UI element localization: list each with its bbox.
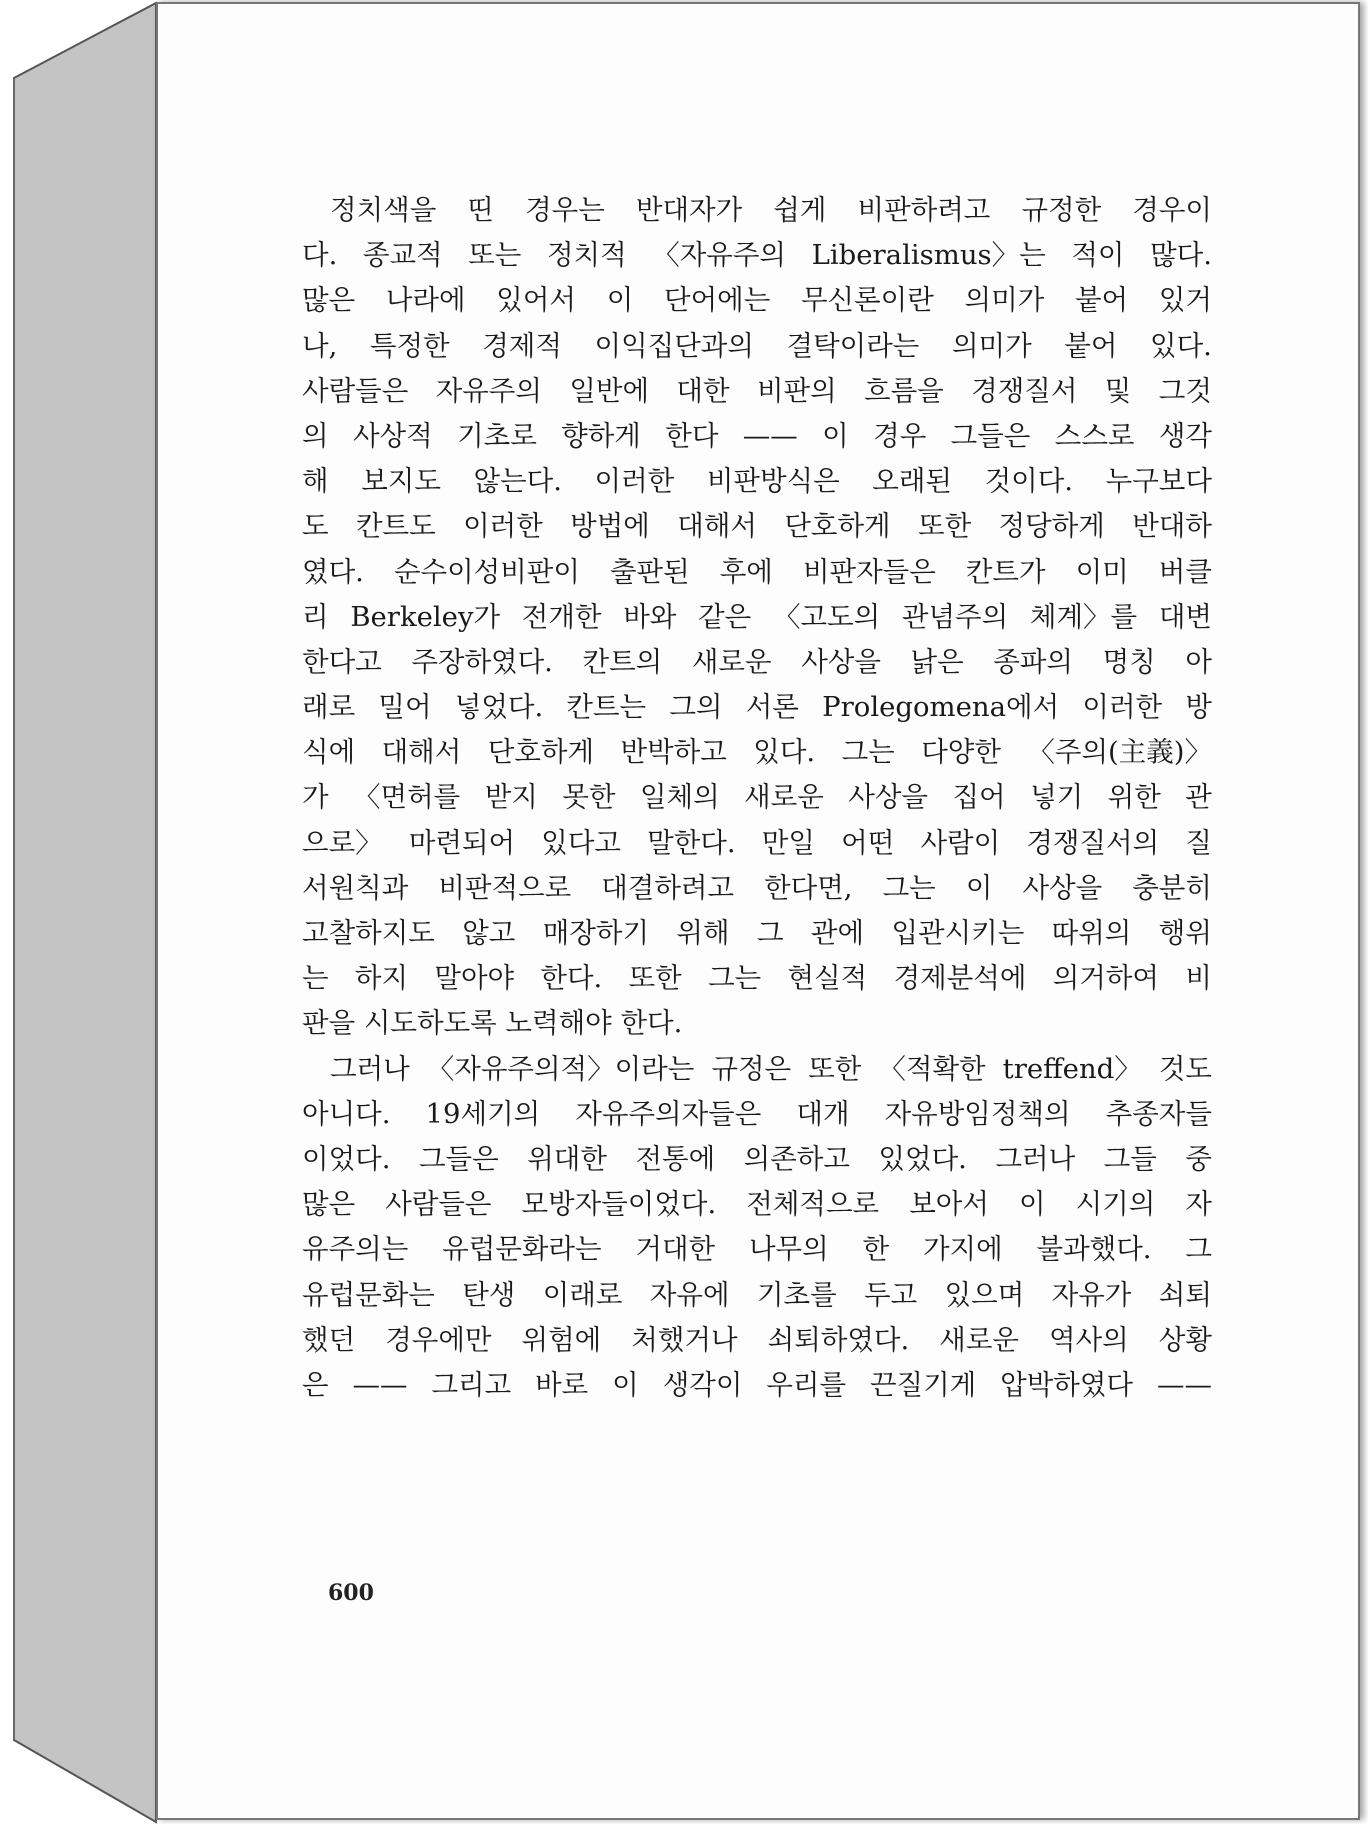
text-line: 리 Berkeley가 전개한 바와 같은 〈고도의 관념주의 체계〉를 대변 bbox=[302, 600, 1212, 633]
text-line: 는 하지 말아야 한다. 또한 그는 현실적 경제분석에 의거하여 비 bbox=[302, 962, 1212, 995]
text-line: 아니다. 19세기의 자유주의자들은 대개 자유방임정책의 추종자들 bbox=[302, 1097, 1212, 1130]
text-line: 한다고 주장하였다. 칸트의 새로운 사상을 낡은 종파의 명칭 아 bbox=[302, 645, 1212, 678]
text-line: 식에 대해서 단호하게 반박하고 있다. 그는 다양한 〈주의(主義)〉 bbox=[302, 736, 1212, 769]
text-line: 의 사상적 기초로 향하게 한다 —— 이 경우 그들은 스스로 생각 bbox=[302, 419, 1212, 452]
text-line: 해 보지도 않는다. 이러한 비판방식은 오래된 것이다. 누구보다 bbox=[302, 465, 1212, 498]
text-line: 은 —— 그리고 바로 이 생각이 우리를 끈질기게 압박하였다 —— bbox=[302, 1368, 1212, 1401]
page-body-text bbox=[302, 187, 1212, 1407]
text-line: 많은 사람들은 모방자들이었다. 전체적으로 보아서 이 시기의 자 bbox=[302, 1188, 1212, 1221]
text-line: 래로 밀어 넣었다. 칸트는 그의 서론 Prolegomena에서 이러한 방 bbox=[302, 691, 1212, 724]
text-line: 정치색을 띤 경우는 반대자가 쉽게 비판하려고 규정한 경우이 bbox=[330, 194, 1212, 226]
text-line: 판을 시도하도록 노력해야 한다. bbox=[302, 1007, 683, 1040]
text-line: 그러나 〈자유주의적〉이라는 규정은 또한 〈적확한 treffend〉 것도 bbox=[330, 1052, 1212, 1085]
page-number: 600 bbox=[328, 1580, 374, 1606]
text-line: 유주의는 유럽문화라는 거대한 나무의 한 가지에 불과했다. 그 bbox=[302, 1233, 1212, 1266]
text-line: 였다. 순수이성비판이 출판된 후에 비판자들은 칸트가 이미 버클 bbox=[302, 555, 1212, 588]
text-line: 이었다. 그들은 위대한 전통에 의존하고 있었다. 그러나 그들 중 bbox=[302, 1142, 1212, 1175]
text-line: 했던 경우에만 위험에 처했거나 쇠퇴하였다. 새로운 역사의 상황 bbox=[302, 1323, 1212, 1356]
text-line: 사람들은 자유주의 일반에 대한 비판의 흐름을 경쟁질서 및 그것 bbox=[302, 374, 1212, 407]
text-line: 도 칸트도 이러한 방법에 대해서 단호하게 또한 정당하게 반대하 bbox=[302, 510, 1212, 543]
book-spine bbox=[0, 0, 160, 1824]
text-line: 유럽문화는 탄생 이래로 자유에 기초를 두고 있으며 자유가 쇠퇴 bbox=[302, 1278, 1212, 1311]
text-line: 가 〈면허를 받지 못한 일체의 새로운 사상을 집어 넣기 위한 관 bbox=[302, 781, 1212, 814]
text-line: 서원칙과 비판적으로 대결하려고 한다면, 그는 이 사상을 충분히 bbox=[302, 871, 1212, 904]
text-line: 고찰하지도 않고 매장하기 위해 그 관에 입관시키는 따위의 행위 bbox=[302, 917, 1212, 949]
text-line: 나, 특정한 경제적 이익집단과의 결탁이라는 의미가 붙어 있다. bbox=[302, 329, 1212, 362]
text-line: 으로〉 마련되어 있다고 말한다. 만일 어떤 사람이 경쟁질서의 질 bbox=[302, 826, 1212, 859]
text-line: 많은 나라에 있어서 이 단어에는 무신론이란 의미가 붙어 있거 bbox=[302, 284, 1212, 317]
text-line: 다. 종교적 또는 정치적 〈자유주의 Liberalismus〉는 적이 많다. bbox=[302, 239, 1212, 272]
book-page bbox=[156, 2, 1360, 1820]
